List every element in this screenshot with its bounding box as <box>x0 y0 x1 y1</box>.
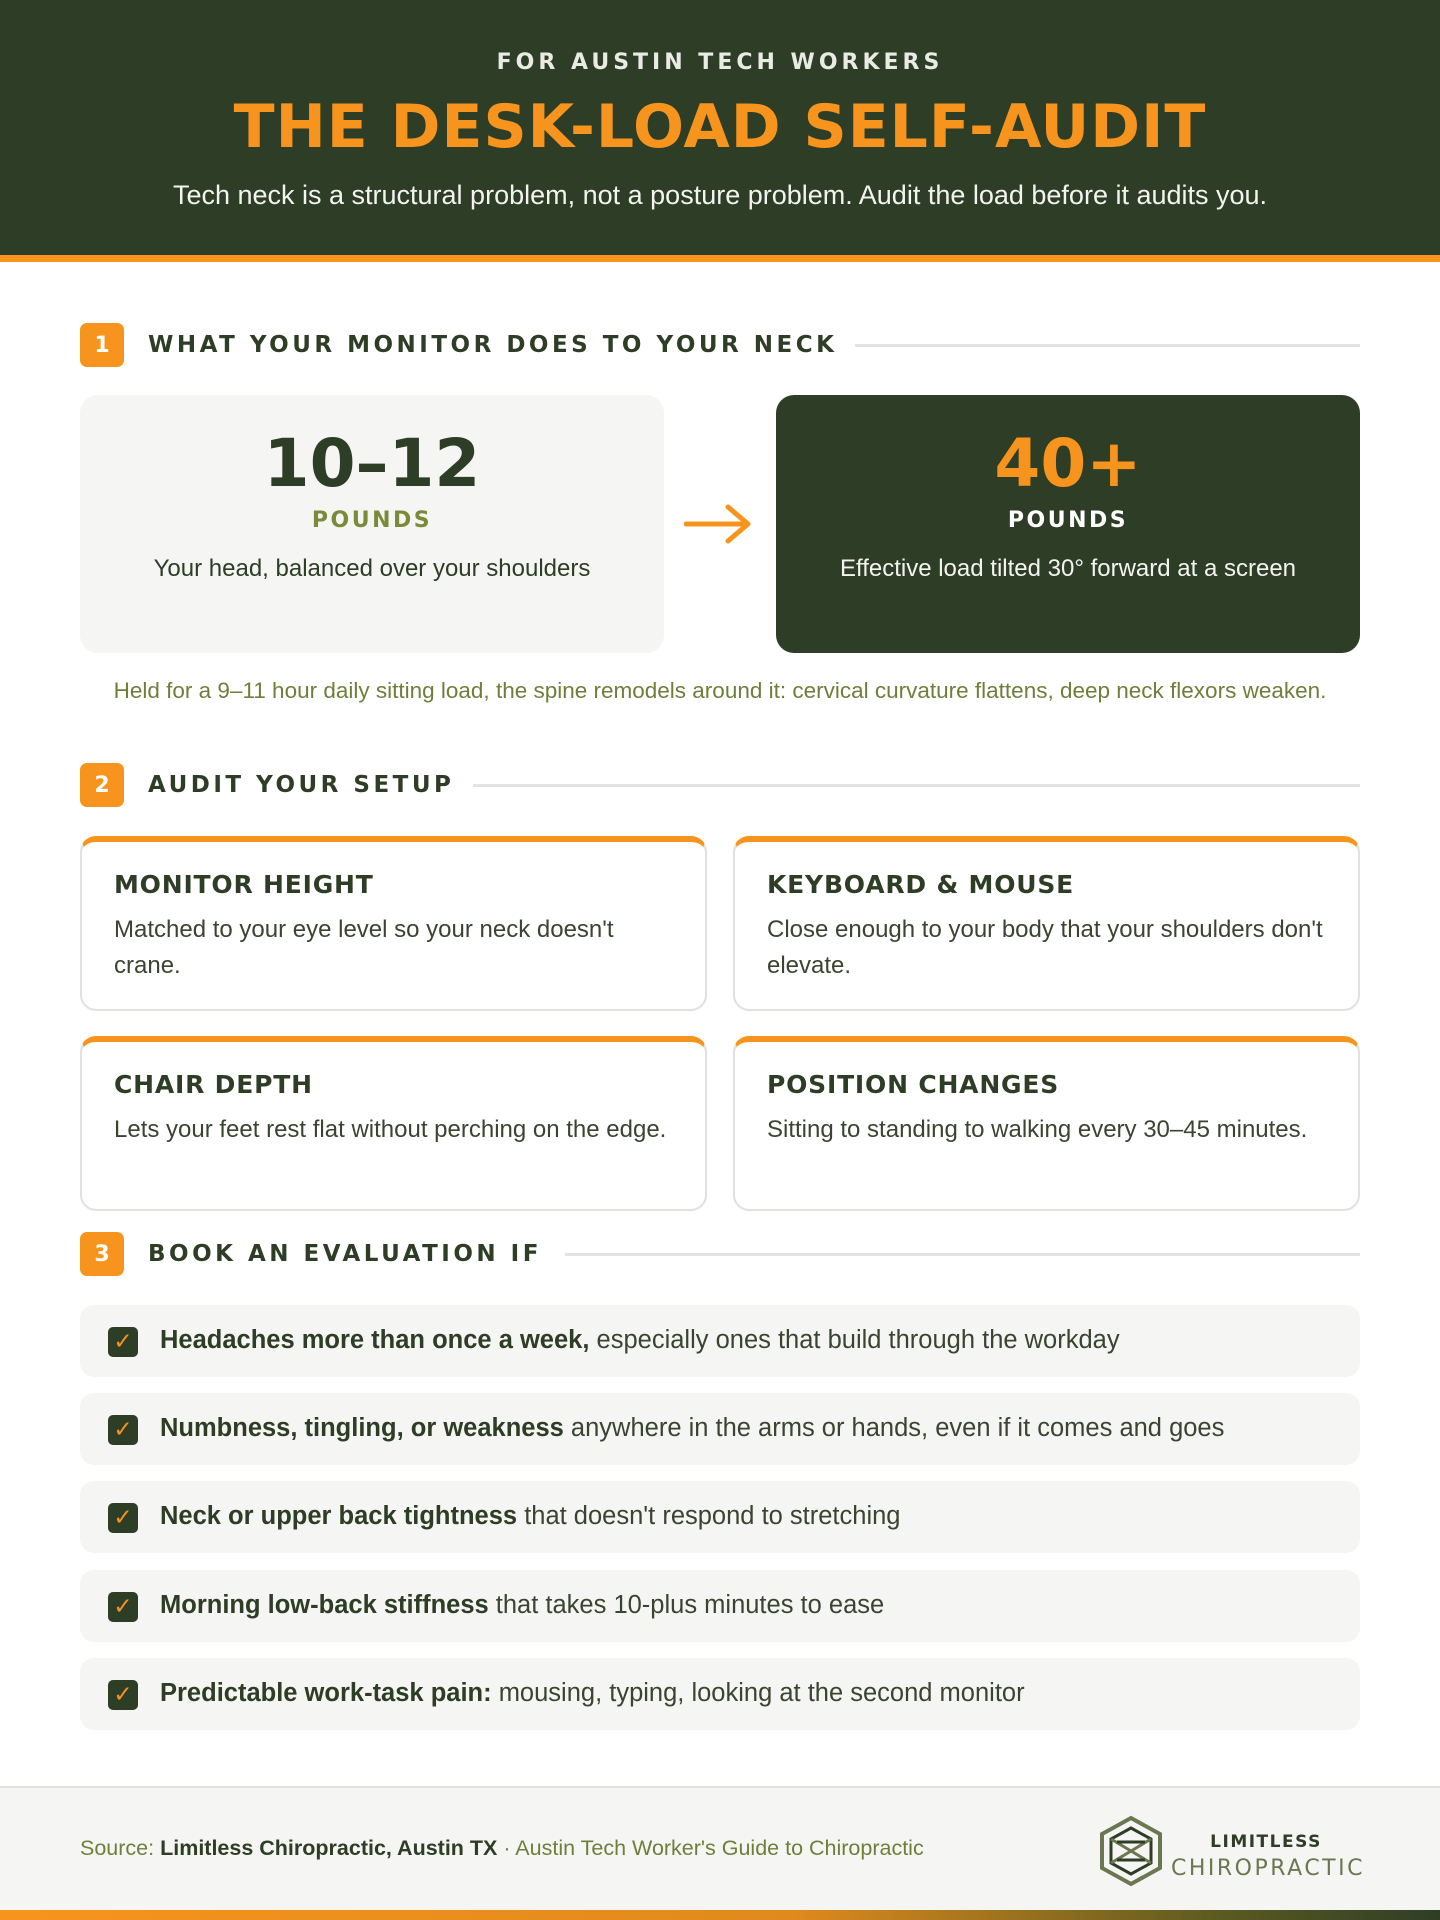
page-subtitle: Tech neck is a structural problem, not a posture problem. Audit the load before it audits you. <box>172 180 1268 210</box>
setup-card-title: KEYBOARD & MOUSE <box>767 870 1075 899</box>
checklist-item <box>80 1305 1360 1377</box>
section-2-title: AUDIT YOUR SETUP <box>148 772 455 798</box>
checklist-item-emphasis: Headaches more than once a week, <box>160 1326 590 1354</box>
section-1-heading <box>80 323 1360 367</box>
checklist-item-text <box>160 1414 1224 1443</box>
checklist-item-text <box>160 1679 1025 1708</box>
checklist-item-emphasis: Numbness, tingling, or weakness <box>160 1414 564 1442</box>
head-load-card <box>80 395 664 653</box>
section-divider <box>473 784 1360 787</box>
setup-card-chair-depth <box>80 1036 707 1211</box>
checkbox-checked-icon: ✓ <box>108 1327 138 1357</box>
checklist-item-detail: especially ones that build through the workday <box>589 1326 1120 1354</box>
load-note: Held for a 9–11 hour daily sitting load, the spine remodels around it: cervical curvature flattens, deep neck flexors weaken. <box>113 678 1327 703</box>
logo-wordmark-top: LIMITLESS <box>1210 1832 1322 1852</box>
section-2-heading <box>80 763 1360 807</box>
checklist-item <box>80 1393 1360 1465</box>
head-load-description: Your head, balanced over your shoulders <box>153 555 591 582</box>
section-3-heading <box>80 1232 1360 1276</box>
checklist-item-text <box>160 1326 1120 1355</box>
tilted-load-unit: POUNDS <box>1007 508 1129 533</box>
setup-card-title: CHAIR DEPTH <box>114 1070 313 1099</box>
page-title: THE DESK-LOAD SELF-AUDIT <box>233 92 1207 162</box>
setup-card-text: Lets your feet rest flat without perching on the edge. <box>114 1116 667 1143</box>
checklist-item-emphasis: Morning low-back stiffness <box>160 1591 489 1619</box>
setup-card-title: MONITOR HEIGHT <box>114 870 374 899</box>
setup-card-text: Matched to your eye level so your neck doesn't crane. <box>114 916 614 979</box>
checklist-item <box>80 1658 1360 1730</box>
checklist-item <box>80 1481 1360 1553</box>
checklist-item-detail: anywhere in the arms or hands, even if it comes and goes <box>563 1414 1225 1442</box>
page-footer <box>0 1786 1440 1910</box>
tilted-load-value: 40+ <box>994 425 1142 502</box>
setup-card-title: POSITION CHANGES <box>767 1070 1060 1099</box>
source-detail: · Austin Tech Worker's Guide to Chiropractic <box>497 1836 924 1860</box>
head-load-value: 10–12 <box>263 425 481 502</box>
bottom-accent-stripe <box>0 1910 1440 1920</box>
section-divider <box>565 1253 1360 1256</box>
checkbox-checked-icon: ✓ <box>108 1680 138 1710</box>
source-name: Limitless Chiropractic, Austin TX <box>160 1836 498 1860</box>
section-divider <box>855 344 1360 347</box>
checklist-item-emphasis: Predictable work-task pain: <box>160 1679 492 1707</box>
source-label: Source: <box>80 1836 155 1860</box>
tilted-load-card <box>776 395 1360 653</box>
checkbox-checked-icon: ✓ <box>108 1592 138 1622</box>
checklist-item-detail: that doesn't respond to stretching <box>517 1502 901 1530</box>
section-3-number: 3 <box>80 1232 124 1276</box>
setup-card-position-changes <box>733 1036 1360 1211</box>
source-credit <box>80 1836 924 1861</box>
page-header <box>0 0 1440 262</box>
checklist-item <box>80 1570 1360 1642</box>
hexagon-logo-icon <box>1098 1815 1164 1887</box>
section-2-number: 2 <box>80 763 124 807</box>
section-1-number: 1 <box>80 323 124 367</box>
header-eyebrow: FOR AUSTIN TECH WORKERS <box>496 50 944 75</box>
checkbox-checked-icon: ✓ <box>108 1415 138 1445</box>
section-3-title: BOOK AN EVALUATION IF <box>148 1241 542 1267</box>
logo-wordmark-bottom: CHIROPRACTIC <box>1171 1856 1365 1881</box>
checkbox-checked-icon: ✓ <box>108 1503 138 1533</box>
checklist-item-detail: that takes 10-plus minutes to ease <box>488 1591 885 1619</box>
head-load-unit: POUNDS <box>311 508 433 533</box>
arrow-right-icon <box>684 502 754 546</box>
checklist-item-detail: mousing, typing, looking at the second monitor <box>491 1679 1025 1707</box>
tilted-load-description: Effective load tilted 30° forward at a screen <box>839 555 1297 582</box>
section-1-title: WHAT YOUR MONITOR DOES TO YOUR NECK <box>148 332 838 358</box>
checklist-item-text <box>160 1591 884 1620</box>
setup-card-monitor-height <box>80 836 707 1011</box>
setup-card-text: Close enough to your body that your shoulders don't elevate. <box>767 916 1323 979</box>
setup-card-keyboard-mouse <box>733 836 1360 1011</box>
checklist-item-emphasis: Neck or upper back tightness <box>160 1502 518 1530</box>
checklist-item-text <box>160 1502 900 1531</box>
setup-card-text: Sitting to standing to walking every 30–45 minutes. <box>767 1116 1308 1143</box>
